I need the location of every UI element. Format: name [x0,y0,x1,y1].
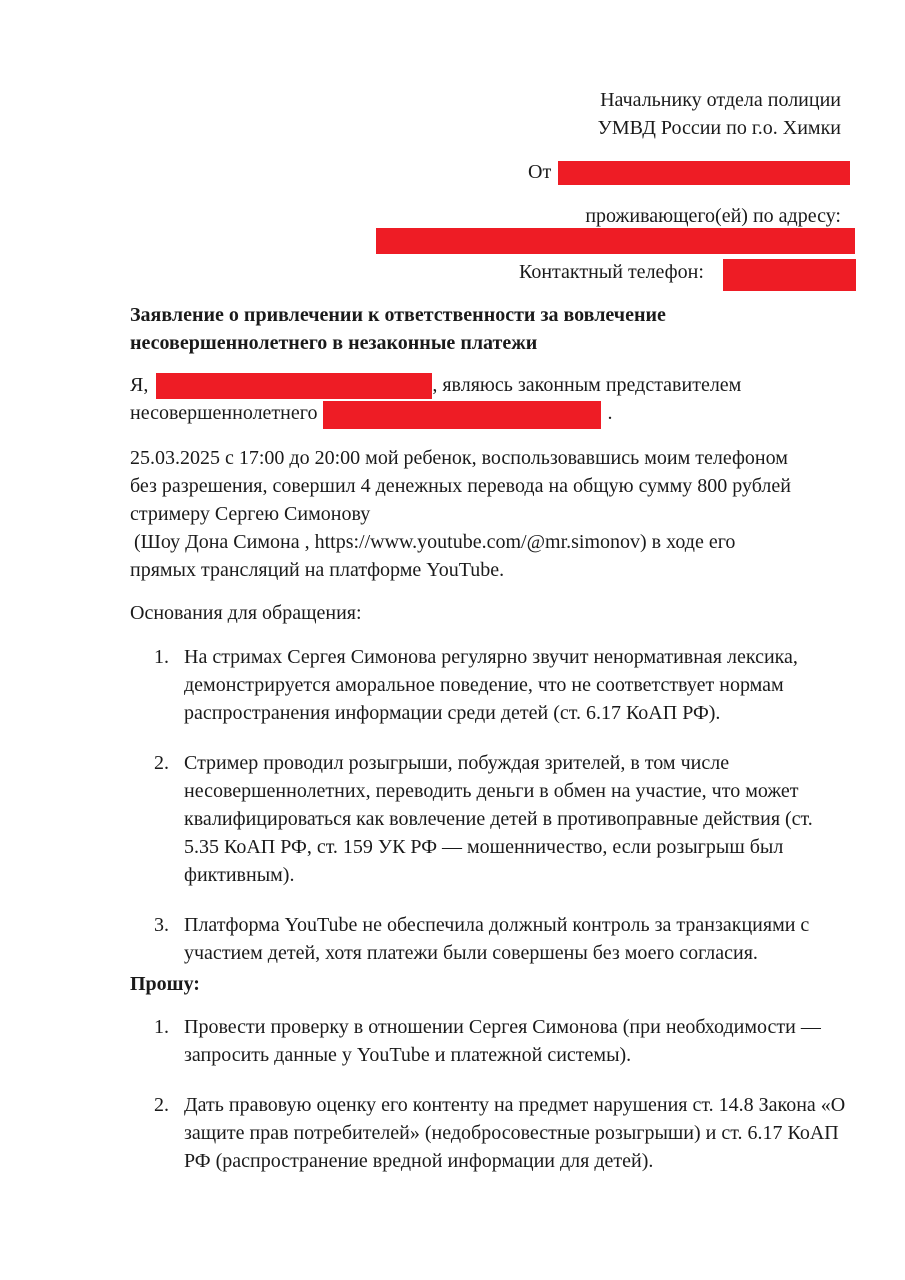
title-line-1: Заявление о привлечении к ответственности за вовлечение [130,304,666,326]
redaction-applicant-name [156,373,432,399]
list-item-number: 2. [154,752,169,774]
redaction-minor-name [323,401,601,429]
phone-label: Контактный телефон: [519,261,704,283]
incident-line-1: 25.03.2025 с 17:00 до 20:00 мой ребенок, воспользовавшись моим телефоном [130,447,788,469]
address-label: проживающего(ей) по адресу: [585,205,841,227]
list-item-text: Стример проводил розыгрыши, побуждая зрителей, в том числе несовершеннолетних, переводить деньги в обмен на участие, что может квалифицироваться как вовлечение детей в противоправные действия (ст. 5.35 КоАП РФ, ст. 159 УК РФ — мошенничество, если розыгрыш был фиктивным). [184,752,813,886]
list-item-number: 2. [154,1094,169,1116]
list-item [130,1013,850,1069]
list-item-number: 1. [154,646,169,668]
list-item-text: Платформа YouTube не обеспечила должный контроль за транзакциями с участием детей, хотя платежи были совершены без моего согласия. [184,914,810,964]
intro-part-2: , являюсь законным представителем [432,374,742,396]
title-line-2: несовершеннолетнего в незаконные платежи [130,332,538,354]
intro-line-2 [130,399,850,428]
list-item [130,643,850,727]
list-item-number: 3. [154,914,169,936]
list-item [130,911,850,967]
intro-paragraph [130,371,850,429]
list-item-text: Дать правовую оценку его контенту на предмет нарушения ст. 14.8 Закона «О защите прав потребителей» (недобросовестные розыгрыши) и ст. 6.17 КоАП РФ (распространение вредной информации для детей). [184,1094,846,1172]
redaction-phone [723,259,856,291]
list-item [130,1091,850,1175]
incident-line-2: без разрешения, совершил 4 денежных перевода на общую сумму 800 рублей [130,475,791,497]
document-title [130,301,830,357]
addressee-line-1: Начальнику отдела полиции [600,89,841,111]
request-list [130,1013,850,1197]
intro-part-3: несовершеннолетнего [130,402,318,425]
grounds-heading: Основания для обращения: [130,602,362,624]
intro-line-1 [130,371,850,399]
from-row [528,158,850,186]
incident-line-5: прямых трансляций на платформе YouTube. [130,559,505,581]
list-item [130,749,850,889]
redaction-from [558,161,850,185]
addressee-line-2: УМВД России по г.о. Химки [597,117,841,139]
incident-paragraph [130,444,850,584]
list-item-number: 1. [154,1016,169,1038]
incident-line-4: (Шоу Дона Симона , https://www.youtube.com/@mr.simonov) в ходе его [134,531,736,553]
phone-row [519,258,704,286]
from-label: От [528,161,552,183]
intro-part-1: Я, [130,374,149,396]
incident-line-3: стримеру Сергею Симонову [130,503,371,525]
list-item-text: На стримах Сергея Симонова регулярно звучит ненормативная лексика, демонстрируется аморальное поведение, что не соответствует нормам распространения информации среди детей (ст. 6.17 КоАП РФ). [184,646,798,724]
grounds-list [130,643,850,989]
list-item-text: Провести проверку в отношении Сергея Симонова (при необходимости — запросить данные у YouTube и платежной системы). [184,1016,821,1066]
intro-part-4: . [607,402,613,425]
request-heading: Прошу: [130,973,200,995]
redaction-address [376,228,855,254]
